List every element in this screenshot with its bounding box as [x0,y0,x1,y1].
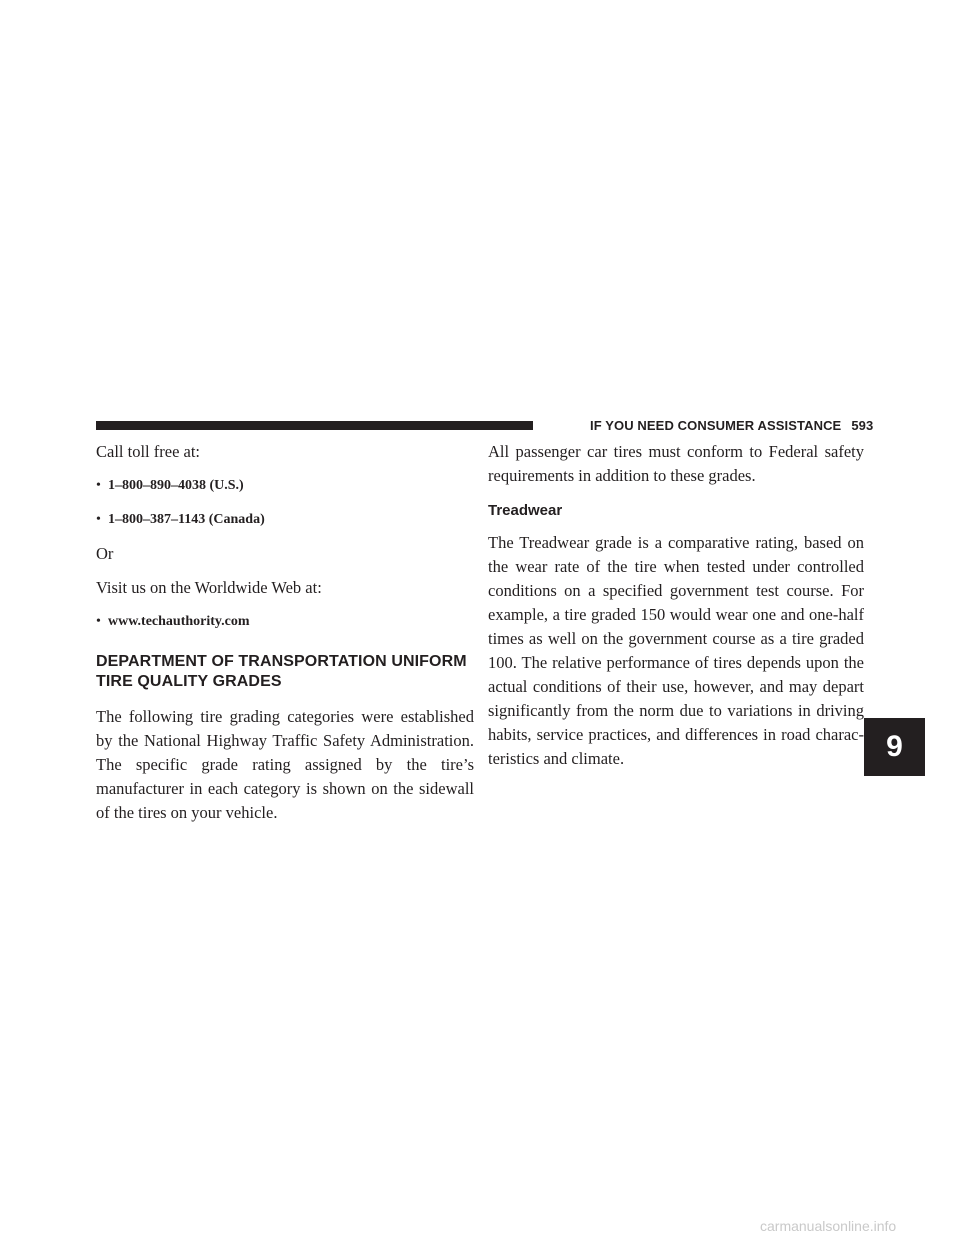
left-column [96,440,474,825]
chapter-tab: 9 [864,718,925,776]
section-paragraph: The following tire grading categories were established by the National Highway Traffic Safety Administration. The specific grade rating assigned by the tire’s manufacturer in each category is shown on the sidewall of the tires on your vehicle. [96,707,474,822]
intro-paragraph: All passenger car tires must conform to Federal safety requirements in addition to these grades. [488,442,864,485]
web-url: www.techauthority.com [108,614,250,629]
bullet-phone-canada [96,508,474,532]
phone-us: 1–800–890–4038 (U.S.) [108,478,244,493]
treadwear-heading: Treadwear [488,502,563,519]
treadwear-paragraph: The Treadwear grade is a comparative rating, based on the wear rate of the tire when tested under controlled conditions on a specified government test course. For example, a tire graded 150 would wear one and one-half times as well on the government course as a tire graded 100. The relative performance of tires depends upon the actual conditions of their use, however, and may depart significantly from the norm due to variations in driving habits, service practices, and differences in road charac-teristics and climate. [488,533,864,768]
section-heading-line1: DEPARTMENT OF TRANSPORTATION UNIFORM [96,653,467,670]
section-title: IF YOU NEED CONSUMER ASSISTANCE [590,418,842,433]
running-header [590,418,873,433]
bullet-web-url [96,610,474,634]
section-heading [96,652,474,692]
right-column [488,440,864,771]
phone-canada: 1–800–387–1143 (Canada) [108,512,265,527]
web-intro: Visit us on the Worldwide Web at: [96,578,322,597]
header-rule [96,421,533,430]
call-intro: Call toll free at: [96,442,201,461]
watermark: carmanualsonline.info [760,1218,897,1234]
or-text: Or [96,544,114,563]
bullet-icon: • [96,614,101,629]
bullet-icon: • [96,478,101,493]
page-number: 593 [851,418,874,433]
bullet-icon: • [96,512,101,527]
section-heading-line2: TIRE QUALITY GRADES [96,673,282,690]
bullet-phone-us [96,474,474,498]
